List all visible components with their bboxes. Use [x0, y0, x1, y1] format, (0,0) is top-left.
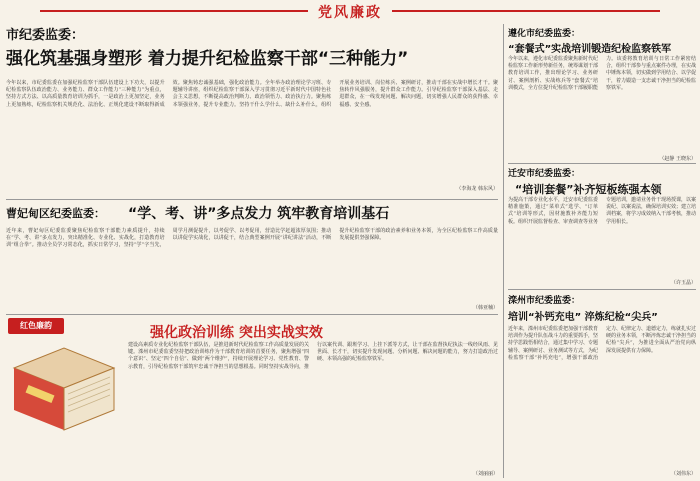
article4-kicker: 遵化市纪委监委： — [508, 29, 581, 39]
article2-headline: “学、考、讲”多点发力 筑牢教育培训基石 — [128, 206, 390, 222]
article6-credit: （刘伟东） — [670, 471, 696, 477]
section-divider — [6, 199, 498, 200]
article1-credit: （李海龙 韩东风） — [456, 186, 498, 192]
section-divider — [6, 314, 498, 315]
article4-headline: “套餐式”实战培训锻造纪检监察铁军 — [508, 44, 672, 55]
article3-headline: 强化政治训练 突出实战实效 — [150, 325, 323, 341]
article4-credit: （赵静 王晓东） — [659, 156, 696, 162]
article6-headline: 培训“补钙充电” 淬炼纪检“尖兵” — [508, 312, 658, 323]
article4-body: 今年以来，遵化市纪委监委聚焦新时代纪检监察工作新形势新任务，统筹谋划干部教育培训工作，推出理论学习、业务研讨、案例剖析、实战练兵等“套餐式”培训模式，全方位提升纪检监察干部履职能力。该委将教育培训与日常工作紧密结合，组织干部参与重点案件办理，在实战中锤炼本领，切实做到学用结合、以学促干，着力锻造一支忠诚干净担当的纪检监察铁军。 — [508, 56, 697, 91]
column-divider — [503, 24, 504, 478]
article2-credit: （韩亚楠） — [472, 305, 498, 311]
page-title: 党风廉政 — [0, 2, 700, 22]
article1-body: 今年以来，市纪委监委在加强纪检监察干部队伍建设上下功夫，以提升纪检监察队伍政治能力、业务能力、群众工作能力“三种能力”为重点，坚持方式方法、以高质量教育培训为抓手，一是政治上更加坚定，业务上更加熟练，纪检监察机关规范化、法治化、正规化建设不断取得新成效。聚焦铸忠诚强基础，强化政治能力。全年举办政治理论学习班、专题辅导讲座，组织纪检监察干部深入学习贯彻习近平新时代中国特色社会主义思想，不断提高政治判断力、政治领悟力、政治执行力。聚焦练本领强业务，提升专业能力。坚持干什么学什么、缺什么补什么，组织开展业务培训、岗位练兵、案例研讨，推动干部在实战中增长才干。聚焦转作风强服务，提升群众工作能力。引导纪检监察干部深入基层、走进群众，在一线发现问题、解决问题，切实增强人民群众的获得感、幸福感、安全感。 — [6, 80, 498, 108]
masthead — [0, 0, 700, 22]
section-divider — [508, 163, 696, 164]
article6-body: 近年来，滦州市纪委监委把加强干部教育培训作为提升队伍战斗力的重要抓手，坚持学思践悟相结合，通过集中学习、专题辅导、案例研讨、业务测试等方式，为纪检监察干部“补钙充电”，增强干部政治定力、纪律定力、道德定力，练就扎实过硬的业务本领，不断淬炼忠诚干净担当的纪检“尖兵”，为推进全面从严治党向纵深发展提供有力保障。 — [508, 326, 697, 361]
section-divider — [508, 289, 696, 290]
article2-kicker: 曹妃甸区纪委监委： — [6, 207, 105, 220]
article5-credit: （许玉晶） — [670, 280, 696, 286]
article5-body: 为提高干部专业化水平，迁安市纪委监委精准施策，通过“菜单式”选学、“订单式”培训等形式，因材施教补齐能力短板。组织开展监督检查、审查调查等业务专题培训，邀请业务骨干现场授课，以案说纪、以案说法，确保培训实效；建立培训档案，将学习成效纳入干部考核，推动学用相长。 — [508, 197, 697, 225]
article1-kicker: 市纪委监委： — [6, 28, 85, 43]
article3-body: 建设高素质专业化纪检监察干部队伍，是推进新时代纪检监察工作高质量发展的关键。滦州市纪委监委坚持把政治训练作为干部教育培训的首要任务，聚焦增强“四个意识”、坚定“四个自信”、做到“两个维护”，持续开展理论学习、党性教育、警示教育，引导纪检监察干部筑牢忠诚干净担当的思想根基。同时坚持实战导向，推行以案代训、跟班学习、上挂下派等方式，让干部在监督执纪执法一线经风雨、见世面、长才干，切实提升发现问题、分析问题、解决问题的能力，努力打造政治过硬、本领高强的纪检监察铁军。 — [128, 342, 498, 370]
column-badge: 红色廉韵 — [8, 318, 64, 334]
book-illustration — [4, 338, 122, 436]
article1-headline: 强化筑基强身塑形 着力提升纪检监察干部“三种能力” — [6, 49, 409, 69]
article6-kicker: 滦州市纪委监委： — [508, 296, 581, 306]
article5-kicker: 迁安市纪委监委： — [508, 169, 581, 179]
article5-headline: “培训套餐”补齐短板练强本领 — [515, 183, 662, 196]
article3-credit: （刘丽丽） — [472, 471, 498, 477]
article2-body: 近年来，曹妃甸区纪委监委聚焦纪检监察干部能力素质提升，持续在“学、考、讲”多点发力，突出精准化、专业化、实战化，打造教育培训“组合拳”。推动全员学习常态化，抓实日常学习，坚持“学”字当先，周学月测促提升，以考促学、以考促用，营造比学赶超浓厚氛围；推动以讲促学实战化，以讲促干，结合典型案例开展“讲纪讲法”活动，不断提升纪检监察干部的政治素养和业务本领，为全区纪检监察工作高质量发展提供坚强保障。 — [6, 228, 498, 249]
